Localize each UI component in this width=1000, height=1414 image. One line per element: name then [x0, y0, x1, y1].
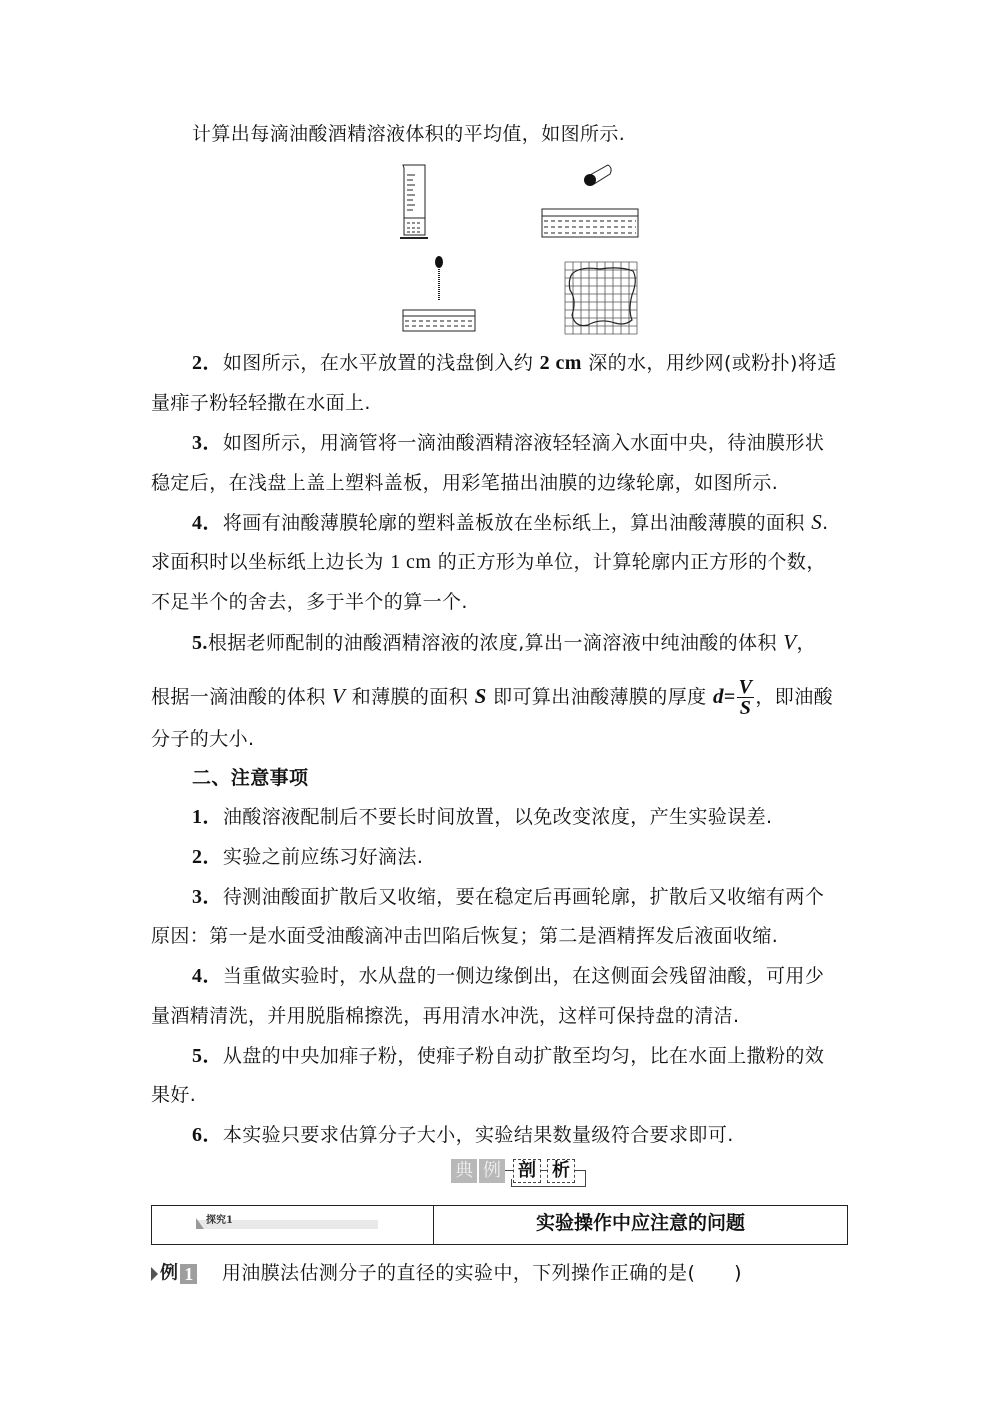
section-title: 二、注意事项 [192, 767, 309, 789]
example-1-question: 例 1 用油膜法估测分子的直径的实验中，下列操作正确的是( ) [151, 1261, 742, 1286]
graduated-cylinder-icon [400, 165, 428, 238]
step-3-line-1: 3．如图所示，用滴管将一滴油酸酒精溶液轻轻滴入水面中央，待油膜形状 [192, 432, 825, 454]
step-4-line-3: 不足半个的舍去，多于半个的算一个. [151, 591, 468, 613]
note-3-line-1: 3．待测油酸面扩散后又收缩，要在稳定后再画轮廓，扩散后又收缩有两个 [192, 886, 825, 908]
banner-char: 剖 [513, 1159, 541, 1183]
step-5-line-2: 根据一滴油酸的体积 V 和薄膜的面积 S 即可算出油酸薄膜的厚度 d= $\frac{V}{S}$ ，即油酸 [151, 676, 833, 719]
experiment-figures [380, 150, 680, 340]
step-4-line-2: 求面积时以坐标纸上边长为 1 cm 的正方形为单位，计算轮廓内正方形的个数， [151, 551, 826, 573]
banner-char: 例 [479, 1159, 505, 1183]
formula-fraction: $\frac{V}{S}$ [738, 676, 753, 719]
note-2: 2．实验之前应练习好滴法. [192, 846, 424, 868]
step-5-line-3: 分子的大小. [151, 728, 255, 750]
note-1: 1．油酸溶液配制后不要长时间放置，以免改变浓度，产生实验误差. [192, 806, 773, 828]
topic-title: 实验操作中应注意的问题 [535, 1212, 745, 1234]
water-tray-icon [403, 310, 475, 331]
note-4-line-1: 4．当重做实验时，水从盘的一侧边缘倒出，在这侧面会残留油酸，可用少 [192, 965, 825, 987]
powder-puff-icon [584, 165, 611, 186]
step-4-line-1: 4．将画有油酸薄膜轮廓的塑料盖板放在坐标纸上，算出油酸薄膜的面积 S. [192, 510, 829, 534]
dropper-icon [435, 256, 443, 300]
water-tray-icon [542, 209, 638, 237]
note-4-line-2: 量酒精清洗，并用脱脂棉擦洗，再用清水冲洗，这样可保持盘的清洁. [151, 1005, 740, 1027]
note-5-line-1: 5．从盘的中央加痱子粉，使痱子粉自动扩散至均匀，比在水面上撒粉的效 [192, 1045, 825, 1067]
triangle-arrow-icon [151, 1267, 158, 1281]
formula-lhs: d [712, 684, 724, 708]
step-2-line-1: 2．如图所示，在水平放置的浅盘倒入约 2 cm 深的水，用纱网(或粉扑)将适 [192, 352, 837, 374]
step-2-line-2: 量痱子粉轻轻撒在水面上. [151, 392, 371, 414]
topic-tag-cell [152, 1206, 434, 1244]
note-5-line-2: 果好. [151, 1084, 197, 1106]
topic-header-table [151, 1205, 848, 1245]
intro-text: 计算出每滴油酸酒精溶液体积的平均值，如图所示. [192, 123, 626, 145]
step-3-line-2: 稳定后，在浅盘上盖上塑料盖板，用彩笔描出油膜的边缘轮廓，如图所示. [151, 472, 779, 494]
banner-char: 典 [451, 1159, 477, 1183]
note-6: 6．本实验只要求估算分子大小，实验结果数量级符合要求即可. [192, 1124, 734, 1146]
example-badge: 例 1 [151, 1261, 197, 1286]
example-analysis-banner [451, 1159, 601, 1189]
step-5-line-1: 5.根据老师配制的油酸酒精溶液的浓度,算出一滴溶液中纯油酸的体积 V， [192, 630, 816, 654]
grid-oil-film-icon [565, 262, 637, 334]
topic-tag-label: 探究1 [206, 1215, 233, 1226]
banner-char: 析 [547, 1159, 575, 1183]
note-3-line-2: 原因：第一是水面受油酸滴冲击凹陷后恢复；第二是酒精挥发后液面收缩. [151, 925, 779, 947]
